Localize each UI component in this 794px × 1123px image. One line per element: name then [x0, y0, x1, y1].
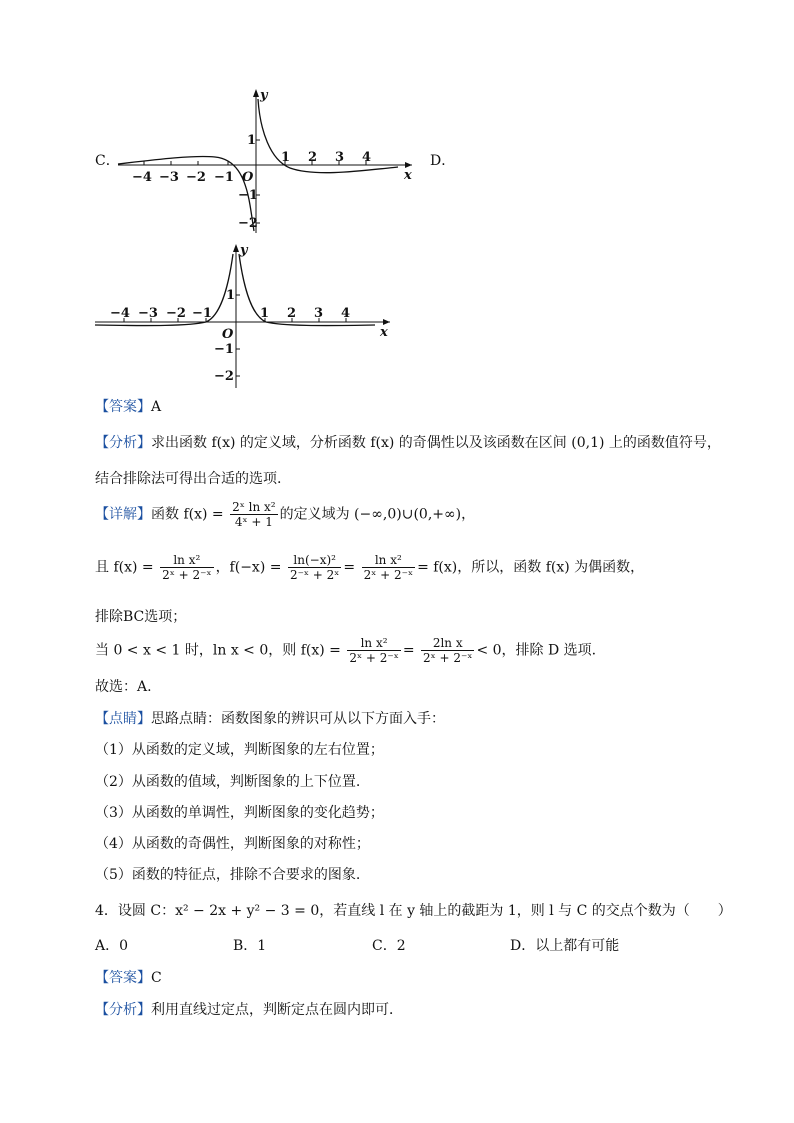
graph-d: [90, 240, 400, 390]
xtick: 3: [335, 150, 345, 165]
detail-tag: 【详解】: [95, 506, 151, 523]
analysis-line-2: 结合排除法可得出合适的选项.: [95, 471, 282, 487]
xtick: −1: [214, 170, 234, 185]
ytick: −2: [238, 216, 258, 231]
option-b: B．1: [233, 938, 267, 954]
analysis-text-1: 求出函数 f(x) 的定义域，分析函数 f(x) 的奇偶性以及该函数在区间 (0,1) 上的函数值符号，: [151, 435, 721, 451]
origin-label: O: [242, 170, 254, 185]
xtick: −3: [159, 170, 179, 185]
xtick: −2: [186, 170, 206, 185]
tips-item: （5）函数的特征点，排除不合要求的图象.: [95, 867, 361, 883]
xtick: 2: [308, 150, 318, 165]
answer-4-value: C: [151, 970, 162, 986]
ytick: 1: [226, 288, 236, 303]
x-axis-label: x: [404, 168, 412, 183]
y-axis-label: y: [260, 88, 268, 103]
xtick: −2: [166, 306, 186, 321]
ytick: −1: [238, 188, 258, 203]
tips-item: （4）从函数的奇偶性，判断图象的对称性；: [95, 836, 370, 852]
graph-c: [110, 85, 420, 235]
xtick: 4: [362, 150, 372, 165]
xtick: −4: [110, 306, 130, 321]
analysis-tag: 【分析】: [95, 435, 151, 451]
xtick: 2: [287, 306, 297, 321]
curve-left: [118, 156, 254, 231]
detail-line-1: 【详解】函数 f(x) = $\frac{\text{2ˣ ln x²}}{\text{4ˣ + 1}}$ 的定义域为 (−∞,0)∪(0,+∞)，: [95, 500, 476, 529]
answer-value: A: [151, 399, 162, 415]
fraction: $\frac{\text{2ˣ ln x²}}{\text{4ˣ + 1}}$: [232, 500, 276, 529]
question-4-stem: 4．设圆 C：x² − 2x + y² − 3 = 0，若直线 l 在 y 轴上的截距为 1，则 l 与 C 的交点个数为（ ）: [95, 903, 732, 919]
detail-line-2: 且 f(x) = $\frac{\text{ln x²}}{\text{2ˣ + 2⁻ˣ}}$ ，f(−x) = $\frac{\text{ln(−x)²}}{\text{2⁻ˣ + 2ˣ}}$ = $\frac{\text{ln x²}}{\text{2ˣ + 2⁻ˣ}}$ = f(x)，所以，函数 f(x) 为偶函数，: [95, 553, 645, 582]
option-d-label: D．: [430, 153, 456, 169]
option-c: C．2: [372, 938, 406, 954]
tips-item: （3）从函数的单调性，判断图象的变化趋势；: [95, 805, 384, 821]
xtick: 4: [341, 306, 351, 321]
y-axis-label: y: [240, 243, 248, 258]
tips-item: （1）从函数的定义域，判断图象的左右位置；: [95, 742, 384, 758]
x-axis-label: x: [380, 325, 388, 340]
origin-label: O: [222, 327, 234, 342]
analysis-4-line: 【分析】利用直线过定点，判断定点在圆内即可．: [95, 1002, 403, 1018]
analysis-line-1: [95, 434, 721, 452]
ytick: −2: [214, 369, 234, 384]
tips-item: （2）从函数的值域，判断图象的上下位置.: [95, 774, 361, 790]
answer-tag: 【答案】: [95, 399, 151, 415]
ytick: −1: [214, 342, 234, 357]
xtick: 1: [260, 306, 270, 321]
tips-intro: 【点睛】思路点睛：函数图象的辨识可从以下方面入手：: [95, 711, 445, 727]
xtick: −3: [138, 306, 158, 321]
curve-right: [258, 99, 398, 173]
y-axis-arrow: [253, 89, 259, 97]
tips-tag: 【点睛】: [95, 711, 151, 727]
xtick: 3: [314, 306, 324, 321]
y-axis-arrow: [233, 244, 239, 252]
xtick: −4: [132, 170, 152, 185]
option-a: A．0: [95, 938, 129, 954]
ytick: 1: [247, 133, 257, 148]
detail-line-3: 排除BC选项；: [95, 609, 187, 625]
xtick: −1: [192, 306, 212, 321]
xtick: 1: [281, 150, 291, 165]
answer-line: [95, 398, 161, 416]
option-c-label: C．: [95, 153, 120, 169]
answer-4-line: 【答案】C: [95, 970, 162, 986]
detail-line-5: 故选：A.: [95, 679, 152, 695]
option-d: D．以上都有可能: [510, 938, 620, 954]
detail-line-4: 当 0 < x < 1 时，ln x < 0，则 f(x) = $\frac{\text{ln x²}}{\text{2ˣ + 2⁻ˣ}}$ = $\frac{\text{2ln x}}{\text{2ˣ + 2⁻ˣ}}$ < 0，排除 D 选项.: [95, 636, 597, 665]
